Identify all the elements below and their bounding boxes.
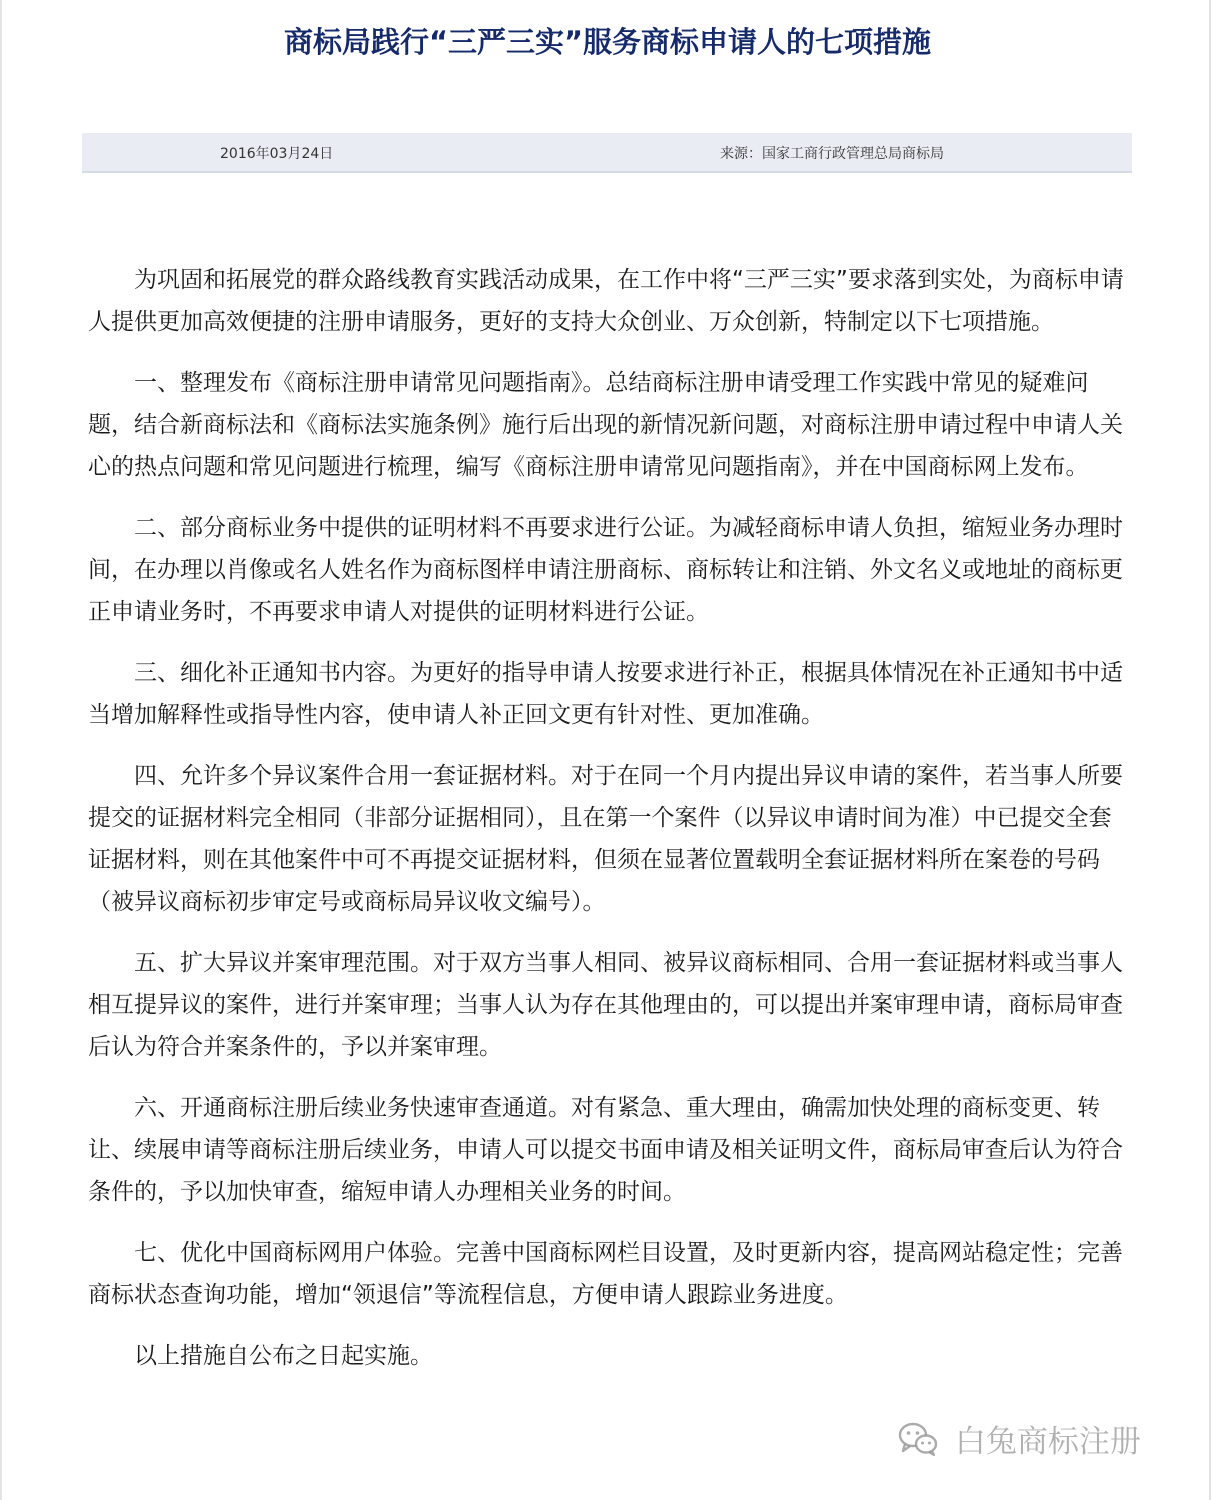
closing-paragraph: 以上措施自公布之日起实施。 [134, 1343, 433, 1369]
intro-paragraph: 为巩固和拓展党的群众路线教育实践活动成果，在工作中将“三严三实”要求落到实处，为商标申请人提供更加高效便捷的注册申请服务，更好的支持大众创业、万众创新，特制定以下七项措施。 [88, 267, 1124, 335]
publish-date: 2016年03月24日 [220, 146, 334, 162]
measure-paragraph-6: 六、开通商标注册后续业务快速审查通道。对有紧急、重大理由，确需加快处理的商标变更、转让、续展申请等商标注册后续业务，申请人可以提交书面申请及相关证明文件，商标局审查后认为符合条件的，予以加快审查，缩短申请人办理相关业务的时间。 [88, 1095, 1123, 1205]
measure-paragraph-1: 一、整理发布《商标注册申请常见问题指南》。总结商标注册申请受理工作实践中常见的疑难问题，结合新商标法和《商标法实施条例》施行后出现的新情况新问题，对商标注册申请过程中申请人关心的热点问题和常见问题进行梳理，编写《商标注册申请常见问题指南》，并在中国商标网上发布。 [88, 370, 1123, 480]
measure-paragraph-7: 七、优化中国商标网用户体验。完善中国商标网栏目设置，及时更新内容，提高网站稳定性；完善商标状态查询功能，增加“领退信”等流程信息，方便申请人跟踪业务进度。 [88, 1240, 1123, 1308]
watermark-text: 白兔商标注册 [954, 1424, 1141, 1460]
article-meta-bar [82, 133, 1132, 173]
article-title: 商标局践行“三严三实”服务商标申请人的七项措施 [283, 25, 932, 59]
article-body [88, 259, 1128, 1377]
watermark [897, 1416, 1141, 1464]
measure-paragraph-3: 三、细化补正通知书内容。为更好的指导申请人按要求进行补正，根据具体情况在补正通知书中适当增加解释性或指导性内容，使申请人补正回文更有针对性、更加准确。 [88, 660, 1123, 728]
measure-paragraph-2: 二、部分商标业务中提供的证明材料不再要求进行公证。为减轻商标申请人负担，缩短业务办理时间，在办理以肖像或名人姓名作为商标图样申请注册商标、商标转让和注销、外文名义或地址的商标更正申请业务时，不再要求申请人对提供的证明材料进行公证。 [88, 515, 1123, 625]
measure-paragraph-4: 四、允许多个异议案件合用一套证据材料。对于在同一个月内提出异议申请的案件，若当事人所要提交的证据材料完全相同（非部分证据相同），且在第一个案件（以异议申请时间为准）中已提交全套证据材料，则在其他案件中可不再提交证据材料，但须在显著位置载明全套证据材料所在案卷的号码（被异议商标初步审定号或商标局异议收文编号）。 [88, 763, 1123, 915]
measure-paragraph-5: 五、扩大异议并案审理范围。对于双方当事人相同、被异议商标相同、合用一套证据材料或当事人相互提异议的案件，进行并案审理；当事人认为存在其他理由的，可以提出并案审理申请，商标局审查后认为符合并案条件的，予以并案审理。 [88, 950, 1123, 1060]
article-source: 来源：国家工商行政管理总局商标局 [720, 146, 944, 162]
wechat-icon [897, 1421, 939, 1457]
